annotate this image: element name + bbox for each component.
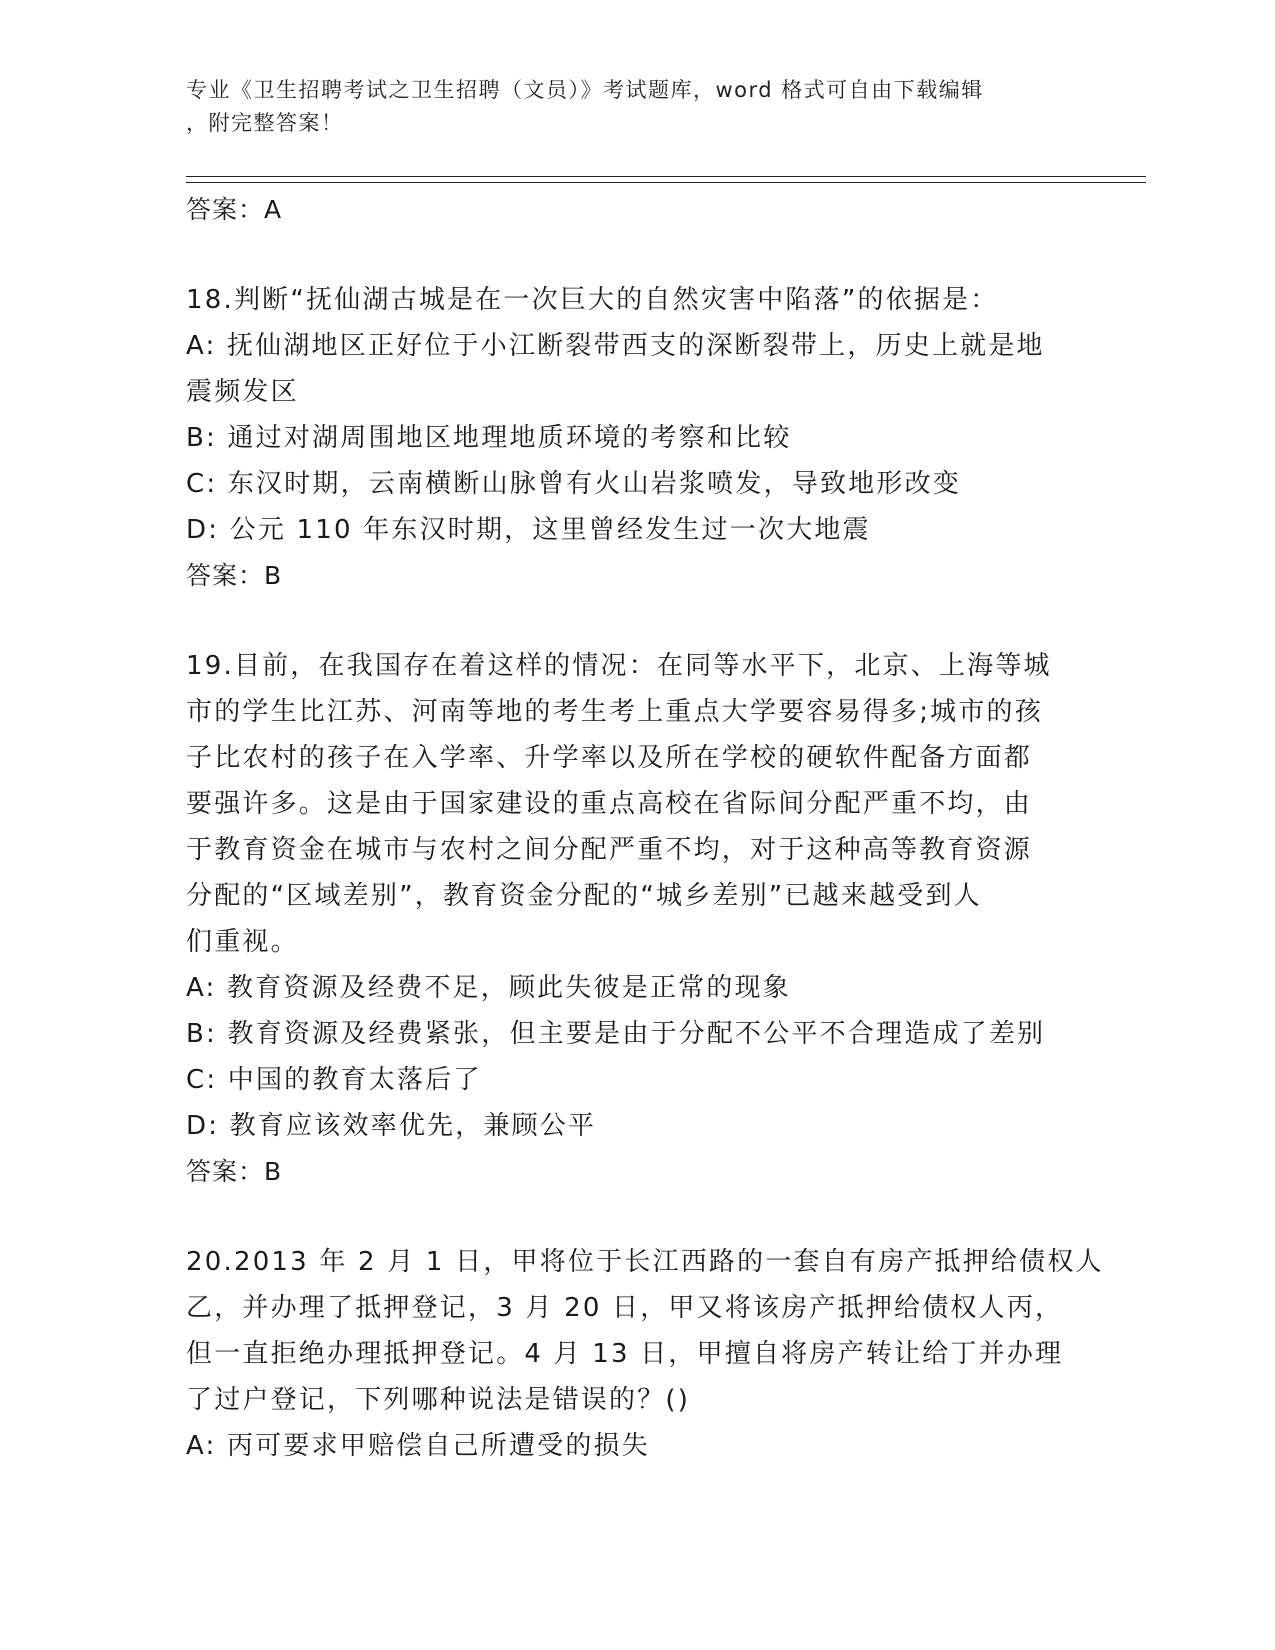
question-18-answer: 答案：B xyxy=(186,561,283,590)
spacer xyxy=(186,599,1086,643)
question-20-stem-line: 但一直拒绝办理抵押登记。4 月 13 日，甲擅自将房产转让给丁并办理 xyxy=(186,1339,1064,1369)
answer-17: 答案：A xyxy=(186,195,283,224)
question-18-option-b: B: 通过对湖周围地区地理地质环境的考察和比较 xyxy=(186,423,792,453)
question-content xyxy=(186,187,1104,1469)
question-19-option-c: C: 中国的教育太落后了 xyxy=(186,1065,482,1095)
question-18-stem: 18.判断“抚仙湖古城是在一次巨大的自然灾害中陷落”的依据是： xyxy=(186,285,999,315)
question-18 xyxy=(186,277,1086,599)
question-19-stem-line: 市的学生比江苏、河南等地的考生考上重点大学要容易得多;城市的孩 xyxy=(186,697,1043,727)
question-19-stem-line: 们重视。 xyxy=(186,927,299,957)
header-divider xyxy=(186,176,1146,183)
question-20-stem-line: 了过户登记，下列哪种说法是错误的？() xyxy=(186,1385,691,1415)
question-19-stem-line: 子比农村的孩子在入学率、升学率以及所在学校的硬软件配备方面都 xyxy=(186,743,1033,773)
question-20-option-a: A: 丙可要求甲赔偿自己所遭受的损失 xyxy=(186,1431,650,1461)
question-18-option-d: D: 公元 110 年东汉时期，这里曾经发生过一次大地震 xyxy=(186,515,871,545)
question-19-stem-line: 19.目前，在我国存在着这样的情况：在同等水平下，北京、上海等城 xyxy=(186,651,1052,681)
header-title-line-1: 专业《卫生招聘考试之卫生招聘（文员）》考试题库，word 格式可自由下载编辑 xyxy=(186,78,984,102)
header-title-line-2: ，附完整答案！ xyxy=(186,111,344,135)
question-19-stem-line: 分配的“区域差别”，教育资金分配的“城乡差别”已越来越受到人 xyxy=(186,881,982,911)
question-19-answer: 答案：B xyxy=(186,1157,283,1186)
page-header xyxy=(186,74,1066,140)
spacer xyxy=(186,1195,1086,1239)
question-18-option-a-cont: 震频发区 xyxy=(186,377,299,407)
question-19-stem-line: 于教育资金在城市与农村之间分配严重不均，对于这种高等教育资源 xyxy=(186,835,1033,865)
question-18-option-c: C: 东汉时期，云南横断山脉曾有火山岩浆喷发，导致地形改变 xyxy=(186,469,961,499)
question-18-option-a: A: 抚仙湖地区正好位于小江断裂带西支的深断裂带上，历史上就是地 xyxy=(186,331,1045,361)
spacer xyxy=(186,233,1086,277)
question-20-stem-line: 20.2013 年 2 月 1 日，甲将位于长江西路的一套自有房产抵押给债权人 xyxy=(186,1247,1104,1277)
question-19 xyxy=(186,643,1086,1195)
question-19-option-b: B: 教育资源及经费紧张，但主要是由于分配不公平不合理造成了差别 xyxy=(186,1019,1046,1049)
question-20-stem-line: 乙，并办理了抵押登记，3 月 20 日，甲又将该房产抵押给债权人丙， xyxy=(186,1293,1064,1323)
question-19-option-a: A: 教育资源及经费不足，顾此失彼是正常的现象 xyxy=(186,973,791,1003)
question-19-stem-line: 要强许多。这是由于国家建设的重点高校在省际间分配严重不均，由 xyxy=(186,789,1033,819)
question-19-option-d: D: 教育应该效率优先，兼顾公平 xyxy=(186,1111,597,1141)
question-20 xyxy=(186,1239,1104,1469)
